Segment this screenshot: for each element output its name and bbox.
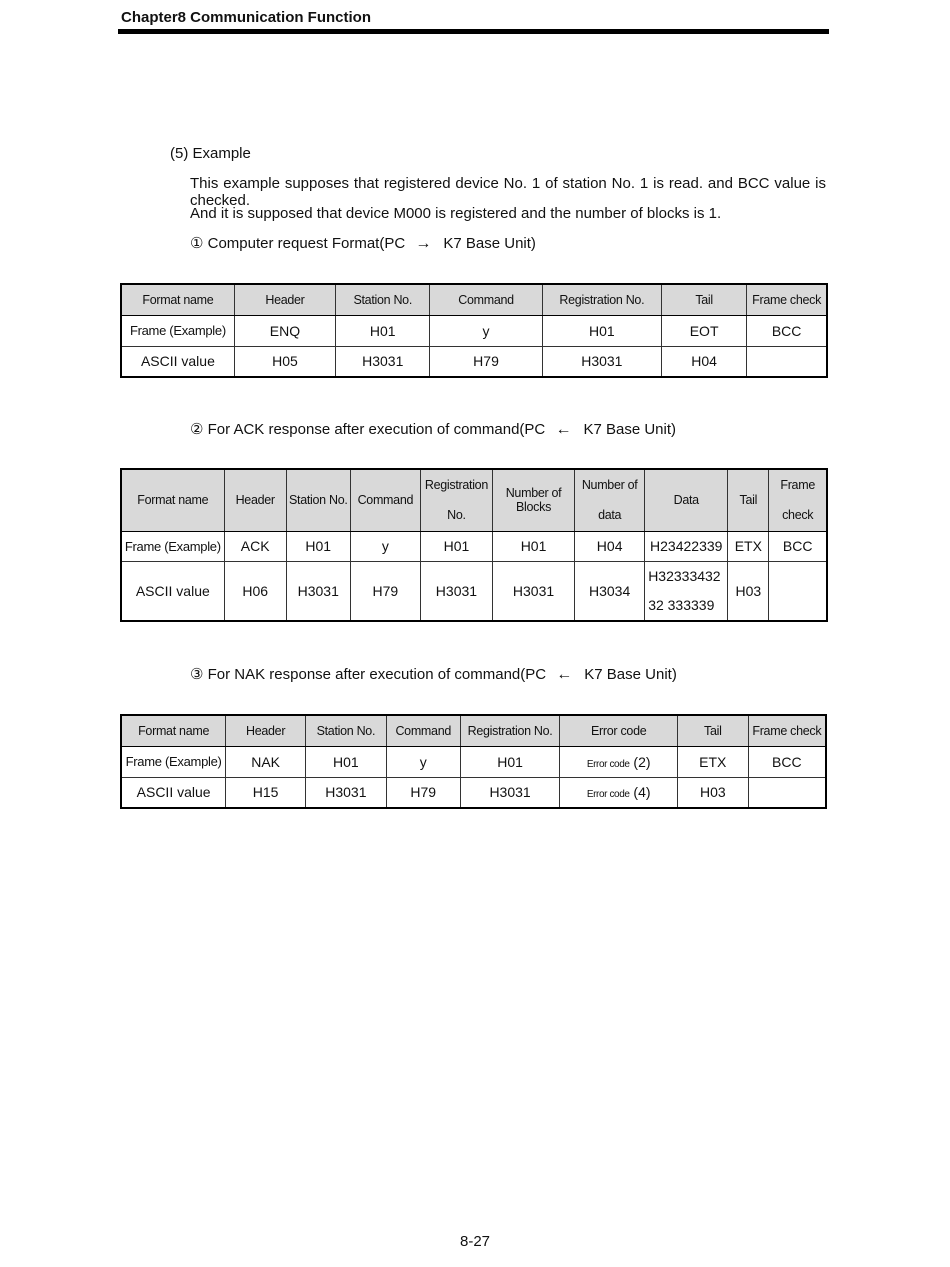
table-cell: H3031 bbox=[542, 346, 661, 377]
table-row bbox=[121, 346, 827, 377]
left-arrow-icon: ← bbox=[555, 421, 572, 438]
header-cell: Registration No. bbox=[542, 284, 661, 315]
table-row bbox=[121, 531, 827, 561]
table-cell: H3031 bbox=[336, 346, 430, 377]
right-arrow-icon: → bbox=[415, 235, 432, 252]
header-cell: Command bbox=[386, 715, 460, 746]
table-row bbox=[121, 315, 827, 346]
header-cell: Tail bbox=[728, 469, 769, 531]
header-cell: Number of Blocks bbox=[492, 469, 574, 531]
row-label: ASCII value bbox=[121, 346, 234, 377]
table-cell bbox=[748, 777, 826, 808]
paragraph-1: This example supposes that registered device No. 1 of station No. 1 is read. and BCC value is checked. bbox=[190, 175, 826, 209]
header-cell: Header bbox=[224, 469, 286, 531]
table-cell: H23422339 bbox=[645, 531, 728, 561]
table-row bbox=[121, 777, 826, 808]
table-cell: H3233343232 333339 bbox=[645, 561, 728, 621]
header-cell: Error code bbox=[560, 715, 677, 746]
page-number: 8-27 bbox=[459, 1233, 491, 1250]
nak-caption bbox=[190, 665, 677, 684]
table-cell: y bbox=[386, 746, 460, 777]
header-cell: Station No. bbox=[336, 284, 430, 315]
table-cell: H3031 bbox=[492, 561, 574, 621]
table-header-row bbox=[121, 284, 827, 315]
ack-caption-target: K7 Base Unit) bbox=[583, 421, 676, 438]
table-cell: H3031 bbox=[286, 561, 350, 621]
header-cell: Frame check bbox=[769, 469, 827, 531]
table-cell: H79 bbox=[430, 346, 542, 377]
header-cell: Registration No. bbox=[460, 715, 560, 746]
table-cell: H05 bbox=[234, 346, 335, 377]
error-code-length: (4) bbox=[633, 784, 651, 801]
table-header-row bbox=[121, 715, 826, 746]
table-cell: H01 bbox=[460, 746, 560, 777]
table-cell: H01 bbox=[420, 531, 492, 561]
table-cell: H3034 bbox=[575, 561, 645, 621]
error-code-cell bbox=[560, 746, 677, 777]
table-cell bbox=[769, 561, 827, 621]
table-cell bbox=[747, 346, 827, 377]
header-cell: Tail bbox=[677, 715, 748, 746]
table-cell: y bbox=[350, 531, 420, 561]
table-cell: H06 bbox=[224, 561, 286, 621]
table-cell: H01 bbox=[286, 531, 350, 561]
header-rule bbox=[118, 29, 829, 34]
nak-caption-text: ③ For NAK response after execution of command(PC bbox=[190, 666, 547, 683]
table-cell: H79 bbox=[386, 777, 460, 808]
table-cell: ACK bbox=[224, 531, 286, 561]
ack-caption bbox=[190, 420, 676, 439]
header-cell: Data bbox=[645, 469, 728, 531]
header-cell: Station No. bbox=[305, 715, 386, 746]
table-row bbox=[121, 746, 826, 777]
error-code-cell bbox=[560, 777, 677, 808]
table-cell: ENQ bbox=[234, 315, 335, 346]
error-code-length: (2) bbox=[633, 753, 651, 770]
header-cell: Header bbox=[226, 715, 306, 746]
paragraph-2: And it is supposed that device M000 is registered and the number of blocks is 1. bbox=[190, 205, 722, 222]
row-label: Frame (Example) bbox=[121, 531, 224, 561]
row-label: ASCII value bbox=[121, 561, 224, 621]
table-cell: H01 bbox=[305, 746, 386, 777]
request-caption-text: ① Computer request Format(PC bbox=[190, 235, 406, 252]
table-cell: H3031 bbox=[305, 777, 386, 808]
ack-format-table bbox=[120, 468, 828, 622]
table-cell: H04 bbox=[575, 531, 645, 561]
table-cell: BCC bbox=[747, 315, 827, 346]
table-row bbox=[121, 561, 827, 621]
table-cell: ETX bbox=[677, 746, 748, 777]
nak-caption-target: K7 Base Unit) bbox=[584, 666, 677, 683]
header-cell: Command bbox=[350, 469, 420, 531]
table-cell: H03 bbox=[728, 561, 769, 621]
header-cell: Header bbox=[234, 284, 335, 315]
row-label: Frame (Example) bbox=[121, 746, 226, 777]
request-format-table bbox=[120, 283, 828, 378]
table-cell: H3031 bbox=[460, 777, 560, 808]
error-code-label: Error code bbox=[586, 789, 630, 801]
table-cell: NAK bbox=[226, 746, 306, 777]
table-cell: H01 bbox=[542, 315, 661, 346]
nak-format-table bbox=[120, 714, 827, 809]
header-cell: Format name bbox=[121, 469, 224, 531]
left-arrow-icon: ← bbox=[556, 666, 573, 683]
request-caption bbox=[190, 234, 536, 253]
header-cell: Format name bbox=[121, 284, 234, 315]
table-cell: EOT bbox=[662, 315, 747, 346]
table-cell: BCC bbox=[748, 746, 826, 777]
header-cell: Format name bbox=[121, 715, 226, 746]
table-cell: H3031 bbox=[420, 561, 492, 621]
header-cell: Number of data bbox=[575, 469, 645, 531]
table-cell: H01 bbox=[492, 531, 574, 561]
table-header-row bbox=[121, 469, 827, 531]
row-label: ASCII value bbox=[121, 777, 226, 808]
header-cell: Command bbox=[430, 284, 542, 315]
table-cell: H79 bbox=[350, 561, 420, 621]
header-cell: Frame check bbox=[747, 284, 827, 315]
request-caption-target: K7 Base Unit) bbox=[443, 235, 536, 252]
section-title: (5) Example bbox=[170, 145, 251, 162]
header-cell: Registration No. bbox=[420, 469, 492, 531]
ack-caption-text: ② For ACK response after execution of command(PC bbox=[190, 421, 546, 438]
table-cell: H04 bbox=[662, 346, 747, 377]
table-cell: H01 bbox=[336, 315, 430, 346]
table-cell: H03 bbox=[677, 777, 748, 808]
row-label: Frame (Example) bbox=[121, 315, 234, 346]
header-cell: Tail bbox=[662, 284, 747, 315]
table-cell: y bbox=[430, 315, 542, 346]
header-cell: Station No. bbox=[286, 469, 350, 531]
error-code-label: Error code bbox=[586, 758, 630, 770]
table-cell: BCC bbox=[769, 531, 827, 561]
table-cell: H15 bbox=[226, 777, 306, 808]
header-cell: Frame check bbox=[748, 715, 826, 746]
chapter-header: Chapter8 Communication Function bbox=[121, 9, 372, 26]
table-cell: ETX bbox=[728, 531, 769, 561]
